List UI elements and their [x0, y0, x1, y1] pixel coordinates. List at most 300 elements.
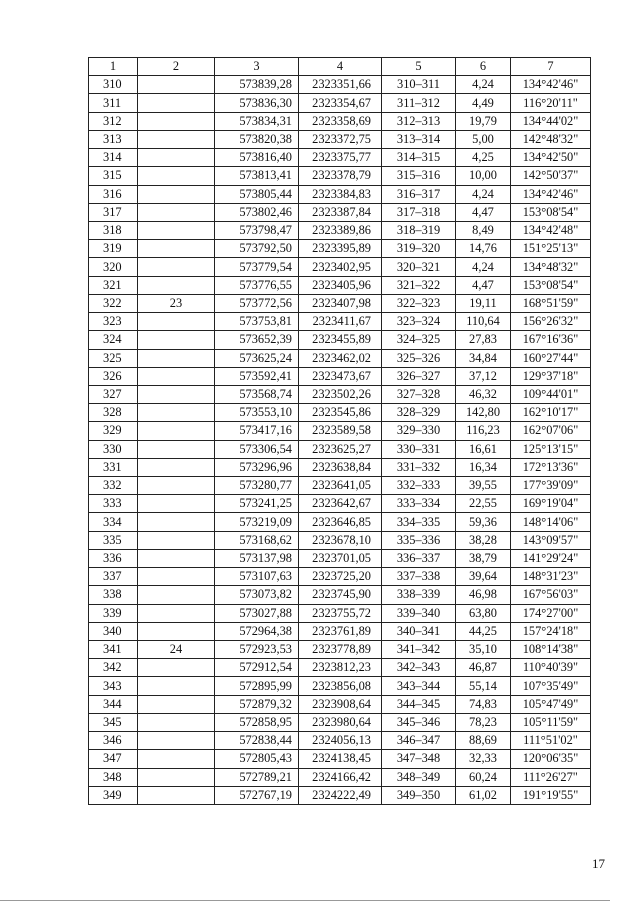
- length-cell: 27,83: [456, 331, 511, 349]
- table-row: [89, 203, 591, 221]
- length-cell: 4,25: [456, 149, 511, 167]
- segment-cell: 345–346: [382, 713, 456, 731]
- y-coordinate-cell: 2324166,42: [299, 768, 382, 786]
- length-cell: 46,98: [456, 586, 511, 604]
- column-header: 7: [511, 58, 591, 76]
- table-row: [89, 221, 591, 239]
- segment-cell: 337–338: [382, 568, 456, 586]
- length-cell: 4,47: [456, 203, 511, 221]
- segment-cell: 328–329: [382, 404, 456, 422]
- length-cell: 63,80: [456, 604, 511, 622]
- y-coordinate-cell: 2323625,27: [299, 440, 382, 458]
- parcel-number-cell: [138, 349, 215, 367]
- bearing-cell: 107°35'49": [511, 677, 591, 695]
- length-cell: 39,64: [456, 568, 511, 586]
- length-cell: 61,02: [456, 786, 511, 804]
- table-row: [89, 586, 591, 604]
- column-header: 6: [456, 58, 511, 76]
- length-cell: 22,55: [456, 495, 511, 513]
- length-cell: 8,49: [456, 221, 511, 239]
- point-number-cell: 321: [89, 276, 138, 294]
- bearing-cell: 143°09'57": [511, 531, 591, 549]
- parcel-number-cell: [138, 167, 215, 185]
- x-coordinate-cell: 573417,16: [215, 422, 299, 440]
- segment-cell: 336–337: [382, 549, 456, 567]
- segment-cell: 340–341: [382, 622, 456, 640]
- x-coordinate-cell: 573813,41: [215, 167, 299, 185]
- bearing-cell: 172°13'36": [511, 458, 591, 476]
- table-row: [89, 331, 591, 349]
- length-cell: 142,80: [456, 404, 511, 422]
- bearing-cell: 148°31'23": [511, 568, 591, 586]
- length-cell: 46,32: [456, 385, 511, 403]
- x-coordinate-cell: 573280,77: [215, 477, 299, 495]
- bearing-cell: 153°08'54": [511, 276, 591, 294]
- length-cell: 44,25: [456, 622, 511, 640]
- x-coordinate-cell: 573805,44: [215, 185, 299, 203]
- length-cell: 78,23: [456, 713, 511, 731]
- point-number-cell: 343: [89, 677, 138, 695]
- y-coordinate-cell: 2324056,13: [299, 732, 382, 750]
- table-row: [89, 294, 591, 312]
- length-cell: 88,69: [456, 732, 511, 750]
- segment-cell: 330–331: [382, 440, 456, 458]
- point-number-cell: 322: [89, 294, 138, 312]
- parcel-number-cell: [138, 477, 215, 495]
- parcel-number-cell: [138, 786, 215, 804]
- column-header: 4: [299, 58, 382, 76]
- table-body: [89, 76, 591, 805]
- segment-cell: 327–328: [382, 385, 456, 403]
- x-coordinate-cell: 572879,32: [215, 695, 299, 713]
- y-coordinate-cell: 2323745,90: [299, 586, 382, 604]
- column-header: 3: [215, 58, 299, 76]
- bearing-cell: 160°27'44": [511, 349, 591, 367]
- table-row: [89, 549, 591, 567]
- bearing-cell: 129°37'18": [511, 367, 591, 385]
- point-number-cell: 336: [89, 549, 138, 567]
- x-coordinate-cell: 572767,19: [215, 786, 299, 804]
- point-number-cell: 311: [89, 94, 138, 112]
- y-coordinate-cell: 2323378,79: [299, 167, 382, 185]
- parcel-number-cell: [138, 531, 215, 549]
- point-number-cell: 345: [89, 713, 138, 731]
- parcel-number-cell: [138, 221, 215, 239]
- bearing-cell: 108°14'38": [511, 641, 591, 659]
- segment-cell: 311–312: [382, 94, 456, 112]
- segment-cell: 320–321: [382, 258, 456, 276]
- x-coordinate-cell: 572838,44: [215, 732, 299, 750]
- y-coordinate-cell: 2323755,72: [299, 604, 382, 622]
- parcel-number-cell: [138, 367, 215, 385]
- parcel-number-cell: [138, 203, 215, 221]
- point-number-cell: 340: [89, 622, 138, 640]
- x-coordinate-cell: 573306,54: [215, 440, 299, 458]
- table-row: [89, 422, 591, 440]
- parcel-number-cell: [138, 677, 215, 695]
- length-cell: 35,10: [456, 641, 511, 659]
- segment-cell: 343–344: [382, 677, 456, 695]
- y-coordinate-cell: 2324138,45: [299, 750, 382, 768]
- parcel-number-cell: [138, 440, 215, 458]
- table-row: [89, 768, 591, 786]
- point-number-cell: 317: [89, 203, 138, 221]
- segment-cell: 341–342: [382, 641, 456, 659]
- table-header-row: [89, 58, 591, 76]
- parcel-number-cell: [138, 276, 215, 294]
- parcel-number-cell: [138, 94, 215, 112]
- point-number-cell: 341: [89, 641, 138, 659]
- page-number: 17: [592, 856, 605, 871]
- y-coordinate-cell: 2323812,23: [299, 659, 382, 677]
- bearing-cell: 105°11'59": [511, 713, 591, 731]
- parcel-number-cell: [138, 149, 215, 167]
- point-number-cell: 316: [89, 185, 138, 203]
- coordinates-table: [88, 57, 591, 805]
- point-number-cell: 324: [89, 331, 138, 349]
- parcel-number-cell: [138, 385, 215, 403]
- parcel-number-cell: [138, 422, 215, 440]
- point-number-cell: 313: [89, 130, 138, 148]
- segment-cell: 334–335: [382, 513, 456, 531]
- y-coordinate-cell: 2323856,08: [299, 677, 382, 695]
- point-number-cell: 326: [89, 367, 138, 385]
- point-number-cell: 333: [89, 495, 138, 513]
- parcel-number-cell: [138, 659, 215, 677]
- length-cell: 4,24: [456, 76, 511, 94]
- bearing-cell: 134°42'46": [511, 185, 591, 203]
- length-cell: 38,79: [456, 549, 511, 567]
- parcel-number-cell: [138, 713, 215, 731]
- bearing-cell: 177°39'09": [511, 477, 591, 495]
- y-coordinate-cell: 2323395,89: [299, 240, 382, 258]
- x-coordinate-cell: 573073,82: [215, 586, 299, 604]
- bearing-cell: 134°42'48": [511, 221, 591, 239]
- table-row: [89, 695, 591, 713]
- parcel-number-cell: [138, 549, 215, 567]
- length-cell: 32,33: [456, 750, 511, 768]
- bearing-cell: 169°19'04": [511, 495, 591, 513]
- parcel-number-cell: [138, 568, 215, 586]
- point-number-cell: 315: [89, 167, 138, 185]
- segment-cell: 317–318: [382, 203, 456, 221]
- parcel-number-cell: [138, 76, 215, 94]
- point-number-cell: 346: [89, 732, 138, 750]
- length-cell: 5,00: [456, 130, 511, 148]
- table-row: [89, 495, 591, 513]
- parcel-number-cell: [138, 130, 215, 148]
- bearing-cell: 105°47'49": [511, 695, 591, 713]
- point-number-cell: 320: [89, 258, 138, 276]
- y-coordinate-cell: 2323545,86: [299, 404, 382, 422]
- parcel-number-cell: [138, 240, 215, 258]
- table-row: [89, 367, 591, 385]
- segment-cell: 323–324: [382, 313, 456, 331]
- y-coordinate-cell: 2323646,85: [299, 513, 382, 531]
- parcel-number-cell: [138, 768, 215, 786]
- length-cell: 74,83: [456, 695, 511, 713]
- x-coordinate-cell: 573592,41: [215, 367, 299, 385]
- point-number-cell: 337: [89, 568, 138, 586]
- parcel-number-cell: [138, 750, 215, 768]
- y-coordinate-cell: 2323389,86: [299, 221, 382, 239]
- x-coordinate-cell: 573753,81: [215, 313, 299, 331]
- bearing-cell: 191°19'55": [511, 786, 591, 804]
- table-row: [89, 732, 591, 750]
- point-number-cell: 328: [89, 404, 138, 422]
- point-number-cell: 312: [89, 112, 138, 130]
- point-number-cell: 332: [89, 477, 138, 495]
- length-cell: 39,55: [456, 477, 511, 495]
- parcel-number-cell: [138, 112, 215, 130]
- y-coordinate-cell: 2323354,67: [299, 94, 382, 112]
- point-number-cell: 344: [89, 695, 138, 713]
- bearing-cell: 134°44'02": [511, 112, 591, 130]
- x-coordinate-cell: 573625,24: [215, 349, 299, 367]
- table-row: [89, 477, 591, 495]
- x-coordinate-cell: 572789,21: [215, 768, 299, 786]
- bearing-cell: 157°24'18": [511, 622, 591, 640]
- segment-cell: 346–347: [382, 732, 456, 750]
- x-coordinate-cell: 573772,56: [215, 294, 299, 312]
- bearing-cell: 167°16'36": [511, 331, 591, 349]
- point-number-cell: 339: [89, 604, 138, 622]
- table-row: [89, 258, 591, 276]
- segment-cell: 326–327: [382, 367, 456, 385]
- x-coordinate-cell: 573027,88: [215, 604, 299, 622]
- x-coordinate-cell: 572895,99: [215, 677, 299, 695]
- length-cell: 55,14: [456, 677, 511, 695]
- length-cell: 14,76: [456, 240, 511, 258]
- x-coordinate-cell: 573553,10: [215, 404, 299, 422]
- length-cell: 34,84: [456, 349, 511, 367]
- y-coordinate-cell: 2323375,77: [299, 149, 382, 167]
- y-coordinate-cell: 2323678,10: [299, 531, 382, 549]
- bearing-cell: 142°48'32": [511, 130, 591, 148]
- point-number-cell: 338: [89, 586, 138, 604]
- parcel-number-cell: [138, 331, 215, 349]
- segment-cell: 347–348: [382, 750, 456, 768]
- bearing-cell: 174°27'00": [511, 604, 591, 622]
- table-row: [89, 240, 591, 258]
- bearing-cell: 156°26'32": [511, 313, 591, 331]
- x-coordinate-cell: 573296,96: [215, 458, 299, 476]
- x-coordinate-cell: 573107,63: [215, 568, 299, 586]
- parcel-number-cell: [138, 586, 215, 604]
- bearing-cell: 167°56'03": [511, 586, 591, 604]
- x-coordinate-cell: 573779,54: [215, 258, 299, 276]
- point-number-cell: 331: [89, 458, 138, 476]
- y-coordinate-cell: 2323638,84: [299, 458, 382, 476]
- x-coordinate-cell: 572923,53: [215, 641, 299, 659]
- segment-cell: 332–333: [382, 477, 456, 495]
- segment-cell: 333–334: [382, 495, 456, 513]
- y-coordinate-cell: 2323908,64: [299, 695, 382, 713]
- segment-cell: 319–320: [382, 240, 456, 258]
- y-coordinate-cell: 2323761,89: [299, 622, 382, 640]
- parcel-number-cell: 23: [138, 294, 215, 312]
- segment-cell: 344–345: [382, 695, 456, 713]
- table-row: [89, 641, 591, 659]
- y-coordinate-cell: 2323402,95: [299, 258, 382, 276]
- length-cell: 59,36: [456, 513, 511, 531]
- x-coordinate-cell: 573820,38: [215, 130, 299, 148]
- table-row: [89, 185, 591, 203]
- x-coordinate-cell: 572912,54: [215, 659, 299, 677]
- segment-cell: 313–314: [382, 130, 456, 148]
- bearing-cell: 168°51'59": [511, 294, 591, 312]
- y-coordinate-cell: 2323455,89: [299, 331, 382, 349]
- x-coordinate-cell: 572805,43: [215, 750, 299, 768]
- bearing-cell: 134°42'50": [511, 149, 591, 167]
- length-cell: 4,47: [456, 276, 511, 294]
- y-coordinate-cell: 2323701,05: [299, 549, 382, 567]
- length-cell: 16,61: [456, 440, 511, 458]
- table-row: [89, 659, 591, 677]
- parcel-number-cell: 24: [138, 641, 215, 659]
- y-coordinate-cell: 2323778,89: [299, 641, 382, 659]
- column-header: 5: [382, 58, 456, 76]
- segment-cell: 348–349: [382, 768, 456, 786]
- table-row: [89, 94, 591, 112]
- x-coordinate-cell: 573834,31: [215, 112, 299, 130]
- point-number-cell: 318: [89, 221, 138, 239]
- segment-cell: 338–339: [382, 586, 456, 604]
- footer-rule: [0, 900, 610, 901]
- x-coordinate-cell: 573816,40: [215, 149, 299, 167]
- length-cell: 60,24: [456, 768, 511, 786]
- point-number-cell: 334: [89, 513, 138, 531]
- y-coordinate-cell: 2323642,67: [299, 495, 382, 513]
- bearing-cell: 162°10'17": [511, 404, 591, 422]
- bearing-cell: 153°08'54": [511, 203, 591, 221]
- point-number-cell: 347: [89, 750, 138, 768]
- segment-cell: 318–319: [382, 221, 456, 239]
- parcel-number-cell: [138, 404, 215, 422]
- length-cell: 110,64: [456, 313, 511, 331]
- parcel-number-cell: [138, 622, 215, 640]
- y-coordinate-cell: 2323384,83: [299, 185, 382, 203]
- segment-cell: 342–343: [382, 659, 456, 677]
- y-coordinate-cell: 2323407,98: [299, 294, 382, 312]
- length-cell: 4,24: [456, 185, 511, 203]
- table-row: [89, 130, 591, 148]
- bearing-cell: 109°44'01": [511, 385, 591, 403]
- table-row: [89, 786, 591, 804]
- parcel-number-cell: [138, 732, 215, 750]
- length-cell: 116,23: [456, 422, 511, 440]
- point-number-cell: 335: [89, 531, 138, 549]
- bearing-cell: 110°40'39": [511, 659, 591, 677]
- table-row: [89, 713, 591, 731]
- length-cell: 38,28: [456, 531, 511, 549]
- table-row: [89, 112, 591, 130]
- length-cell: 46,87: [456, 659, 511, 677]
- y-coordinate-cell: 2323358,69: [299, 112, 382, 130]
- table-row: [89, 750, 591, 768]
- point-number-cell: 327: [89, 385, 138, 403]
- parcel-number-cell: [138, 695, 215, 713]
- point-number-cell: 323: [89, 313, 138, 331]
- x-coordinate-cell: 572858,95: [215, 713, 299, 731]
- table-row: [89, 458, 591, 476]
- bearing-cell: 162°07'06": [511, 422, 591, 440]
- segment-cell: 312–313: [382, 112, 456, 130]
- x-coordinate-cell: 572964,38: [215, 622, 299, 640]
- table-row: [89, 531, 591, 549]
- parcel-number-cell: [138, 185, 215, 203]
- segment-cell: 322–323: [382, 294, 456, 312]
- x-coordinate-cell: 573798,47: [215, 221, 299, 239]
- length-cell: 19,79: [456, 112, 511, 130]
- y-coordinate-cell: 2323411,67: [299, 313, 382, 331]
- bearing-cell: 148°14'06": [511, 513, 591, 531]
- segment-cell: 316–317: [382, 185, 456, 203]
- parcel-number-cell: [138, 258, 215, 276]
- bearing-cell: 141°29'24": [511, 549, 591, 567]
- table-row: [89, 349, 591, 367]
- y-coordinate-cell: 2323372,75: [299, 130, 382, 148]
- parcel-number-cell: [138, 458, 215, 476]
- bearing-cell: 134°48'32": [511, 258, 591, 276]
- length-cell: 37,12: [456, 367, 511, 385]
- x-coordinate-cell: 573776,55: [215, 276, 299, 294]
- point-number-cell: 319: [89, 240, 138, 258]
- table-row: [89, 513, 591, 531]
- segment-cell: 314–315: [382, 149, 456, 167]
- parcel-number-cell: [138, 495, 215, 513]
- x-coordinate-cell: 573839,28: [215, 76, 299, 94]
- x-coordinate-cell: 573568,74: [215, 385, 299, 403]
- y-coordinate-cell: 2323473,67: [299, 367, 382, 385]
- table-row: [89, 677, 591, 695]
- point-number-cell: 325: [89, 349, 138, 367]
- table-row: [89, 76, 591, 94]
- segment-cell: 339–340: [382, 604, 456, 622]
- x-coordinate-cell: 573802,46: [215, 203, 299, 221]
- segment-cell: 310–311: [382, 76, 456, 94]
- table-row: [89, 404, 591, 422]
- bearing-cell: 151°25'13": [511, 240, 591, 258]
- x-coordinate-cell: 573241,25: [215, 495, 299, 513]
- point-number-cell: 348: [89, 768, 138, 786]
- bearing-cell: 120°06'35": [511, 750, 591, 768]
- bearing-cell: 125°13'15": [511, 440, 591, 458]
- segment-cell: 329–330: [382, 422, 456, 440]
- segment-cell: 315–316: [382, 167, 456, 185]
- table-row: [89, 313, 591, 331]
- x-coordinate-cell: 573137,98: [215, 549, 299, 567]
- x-coordinate-cell: 573652,39: [215, 331, 299, 349]
- table-row: [89, 622, 591, 640]
- bearing-cell: 111°51'02": [511, 732, 591, 750]
- y-coordinate-cell: 2323351,66: [299, 76, 382, 94]
- segment-cell: 321–322: [382, 276, 456, 294]
- table-row: [89, 604, 591, 622]
- length-cell: 19,11: [456, 294, 511, 312]
- y-coordinate-cell: 2324222,49: [299, 786, 382, 804]
- parcel-number-cell: [138, 313, 215, 331]
- y-coordinate-cell: 2323405,96: [299, 276, 382, 294]
- y-coordinate-cell: 2323502,26: [299, 385, 382, 403]
- point-number-cell: 342: [89, 659, 138, 677]
- segment-cell: 325–326: [382, 349, 456, 367]
- table-row: [89, 440, 591, 458]
- column-header: 2: [138, 58, 215, 76]
- segment-cell: 324–325: [382, 331, 456, 349]
- y-coordinate-cell: 2323462,02: [299, 349, 382, 367]
- bearing-cell: 134°42'46": [511, 76, 591, 94]
